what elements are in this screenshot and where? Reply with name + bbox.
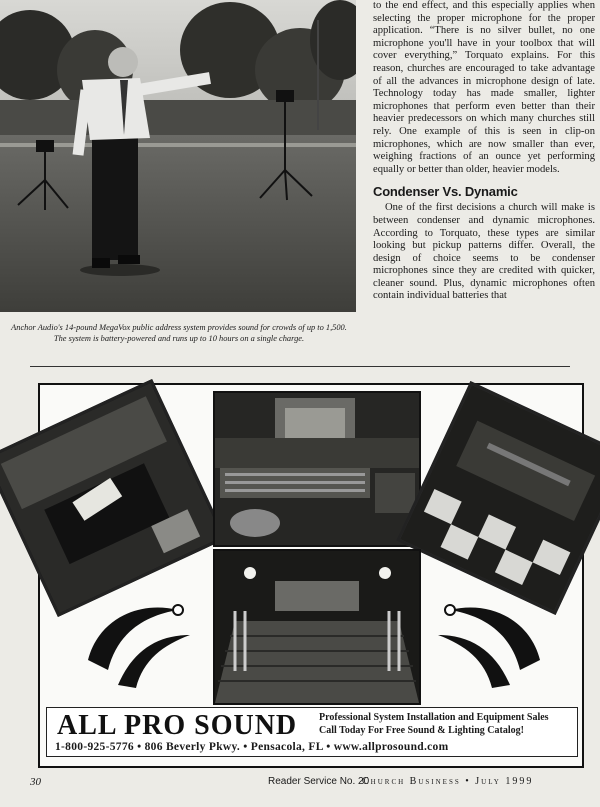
section-heading: Condenser Vs. Dynamic — [373, 184, 518, 200]
photo-caption: Anchor Audio's 14-pound MegaVox public address system provides sound for crowds of up to 1,500. The system is battery-powered and runs up to 10 hours on a single charge. — [11, 323, 347, 343]
ad-tagline: Call Today For Free Sound & Lighting Catalog! — [319, 725, 524, 736]
divider — [30, 366, 570, 367]
ad-banner — [46, 707, 578, 757]
decorative-swirl-icon — [430, 590, 550, 690]
article-photo — [0, 0, 356, 312]
reader-service: Reader Service No. 20 — [268, 776, 370, 787]
article-paragraph: to the end effect, and this especially applies when selecting the proper microphone for the proper application. “There is no silver bullet, no one microphone you'll have in your toolbox that will cover everything,” Torquato explains. For this reason, churches are encouraged to take advantage of all the advances in microphone design of late. Technology today has made smaller, lighter microphones that perform even better than their heavier predecessors on which many churches still rely. One example of this is seen in clip-on microphones, which are now smaller than ever, weighing fractions of an ounce yet performing equally or better than older, heavier models. — [373, 0, 595, 175]
ad-tagline: Professional System Installation and Equipment Sales — [319, 712, 549, 723]
ad-photo-auditorium — [213, 549, 421, 705]
article-paragraph: One of the first decisions a church will make is between condenser and dynamic microphones. According to Torquato, these types are similar looking but pickup patterns differ. Overall, the design of choice seems to be condenser microphones since they are credited with quicker, cleaner sound. Plus, dynamic microphones often contain individual batteries that — [373, 202, 595, 302]
ad-photo-mixing-console — [213, 391, 421, 547]
magazine-name: Church Business • July 1999 — [362, 776, 534, 787]
decorative-swirl-icon — [78, 590, 198, 690]
ad-contact: 1-800-925-5776 • 806 Beverly Pkwy. • Pensacola, FL • www.allprosound.com — [55, 741, 449, 753]
article-column — [373, 0, 595, 303]
ad-brand-name: ALL PRO SOUND — [57, 710, 298, 741]
page-number: 30 — [30, 776, 41, 788]
